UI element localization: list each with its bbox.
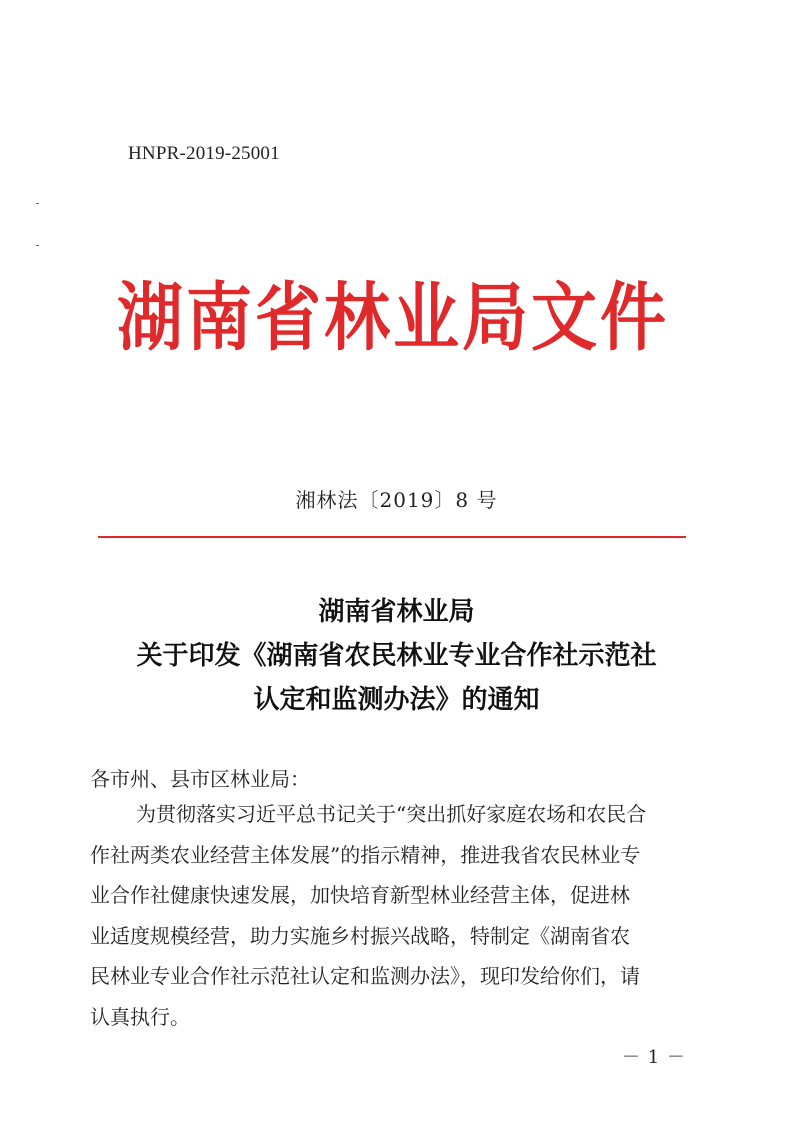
margin-mark: [36, 245, 39, 246]
paragraph-line: 认真执行。: [90, 1004, 190, 1029]
paragraph-line: 业合作社健康快速发展，加快培育新型林业经营主体，促进林: [90, 883, 630, 907]
paragraph-line: 为贯彻落实习近平总书记关于“突出抓好家庭农场和农民合: [136, 802, 647, 826]
body-paragraph: [90, 794, 690, 1037]
margin-mark: [36, 203, 39, 204]
document-code: HNPR-2019-25001: [128, 143, 280, 164]
paragraph-line: 作社两类农业经营主体发展”的指示精神，推进我省农民林业专: [90, 842, 641, 867]
paragraph-line: 民林业专业合作社示范社认定和监测办法》，现印发给你们，请: [90, 964, 640, 988]
document-number: 湘林法〔2019〕8 号: [295, 488, 498, 512]
red-separator-line: [98, 536, 686, 538]
paragraph-line: 业适度规模经营，助力实施乡村振兴战略，特制定《湖南省农: [90, 923, 630, 948]
title-line-1: 湖南省林业局: [318, 597, 475, 627]
red-masthead: 湖南省林业局文件: [117, 274, 669, 361]
title-line-2: 关于印发《湖南省农民林业专业合作社示范社: [136, 641, 657, 671]
salutation: 各市州、县市区林业局：: [90, 767, 310, 791]
title-line-3: 认定和监测办法》的通知: [253, 685, 540, 715]
page-number: － 1 －: [622, 1047, 686, 1068]
document-title: [0, 590, 793, 722]
